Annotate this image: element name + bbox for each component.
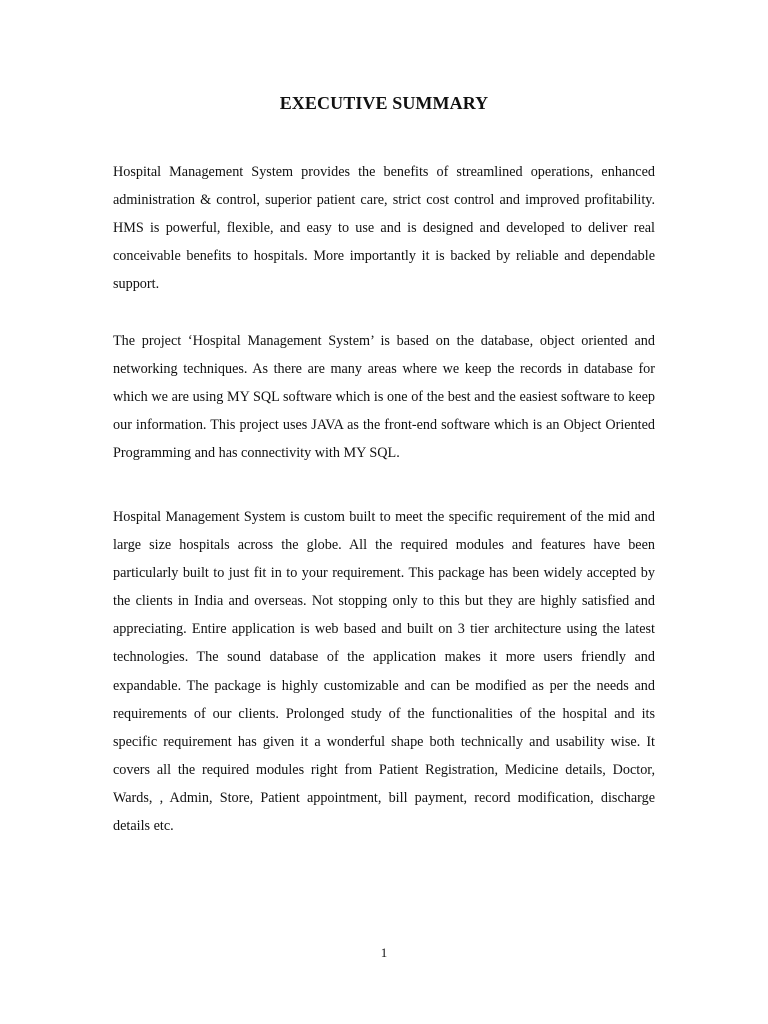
paragraph-overview: Hospital Management System provides the benefits of streamlined operations, enhanced administration & control, superior patient care, strict cost control and improved profitability. HMS is powerful, flexible, and easy to use and is designed and developed to deliver real conceivable benefits to hospitals. More importantly it is backed by reliable and dependable support. bbox=[113, 164, 655, 293]
paragraph-project-basis: The project ‘Hospital Management System’ is based on the database, object oriented and networking techniques. As there are many areas where we keep the records in database for which we are using MY SQL software which is one of the best and the easiest software to keep our information. This project uses JAVA as the front-end software which is an Object Oriented Programming and has connectivity with MY SQL. bbox=[113, 333, 655, 462]
page-title: EXECUTIVE SUMMARY bbox=[279, 93, 489, 113]
page-number: 1 bbox=[380, 945, 388, 960]
paragraph-custom-built: Hospital Management System is custom built to meet the specific requirement of the mid and large size hospitals across the globe. All the required modules and features have been particularly built to just fit in to your requirement. This package has been widely accepted by the clients in India and overseas. Not stopping only to this but they are highly satisfied and appreciating. Entire application is web based and built on 3 tier architecture using the latest technologies. The sound database of the application makes it more users friendly and expandable. The package is highly customizable and can be modified as per the needs and requirements of our clients. Prolonged study of the functionalities of the hospital and its specific requirement has given it a wonderful shape both technically and usability wise. It covers all the required modules right from Patient Registration, Medicine details, Doctor, Wards, , Admin, Store, Patient appointment, bill payment, record modification, discharge details etc. bbox=[113, 509, 655, 835]
